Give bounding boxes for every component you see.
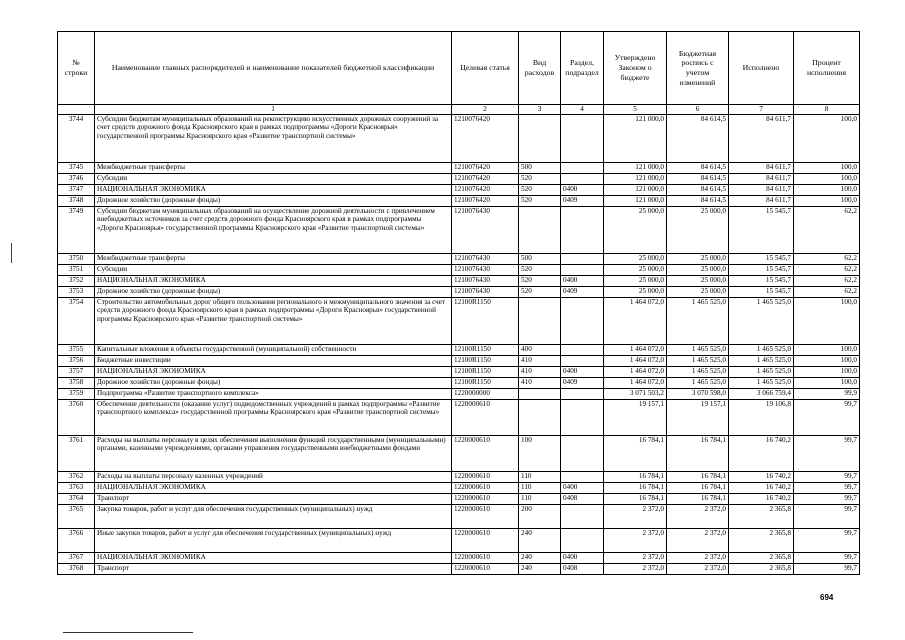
- row-expense-type: 500: [519, 163, 561, 174]
- row-budget-schedule: 19 157,1: [667, 400, 729, 436]
- table-row: [58, 185, 860, 196]
- row-number: 3762: [58, 472, 95, 483]
- header-section: Раздел, подраздел: [561, 32, 604, 105]
- row-approved: 121 000,0: [604, 185, 667, 196]
- row-percent: 99,7: [794, 472, 860, 483]
- row-target-article: 1220000610: [452, 564, 519, 575]
- row-number: 3744: [58, 115, 95, 163]
- row-budget-schedule: 84 614,5: [667, 163, 729, 174]
- row-approved: 2 372,0: [604, 553, 667, 564]
- row-budget-schedule: 84 614,5: [667, 196, 729, 207]
- header-name: Наименование главных распорядителей и наименование показателей бюджетной классификации: [95, 32, 452, 105]
- row-expense-type: 400: [519, 345, 561, 356]
- row-target-article: 12100R1150: [452, 378, 519, 389]
- budget-execution-table: [57, 31, 860, 575]
- row-budget-schedule: 16 784,1: [667, 494, 729, 505]
- row-target-article: 1210076430: [452, 287, 519, 298]
- row-executed: 15 545,7: [729, 254, 794, 265]
- row-executed: 2 365,8: [729, 505, 794, 529]
- row-name: Межбюджетные трансферты: [95, 163, 452, 174]
- column-number: 4: [561, 105, 604, 115]
- row-executed: 1 465 525,0: [729, 367, 794, 378]
- row-expense-type: 410: [519, 356, 561, 367]
- table-row: [58, 254, 860, 265]
- row-expense-type: [519, 115, 561, 163]
- row-section: [561, 472, 604, 483]
- row-name: НАЦИОНАЛЬНАЯ ЭКОНОМИКА: [95, 553, 452, 564]
- table-row: [58, 378, 860, 389]
- row-percent: 99,7: [794, 494, 860, 505]
- table-row: [58, 115, 860, 163]
- row-number: 3758: [58, 378, 95, 389]
- row-approved: 16 784,1: [604, 436, 667, 472]
- column-number: 7: [729, 105, 794, 115]
- row-percent: 62,2: [794, 276, 860, 287]
- row-budget-schedule: 2 372,0: [667, 529, 729, 553]
- row-percent: 99,7: [794, 505, 860, 529]
- footer-rule: [63, 632, 193, 633]
- row-expense-type: 410: [519, 367, 561, 378]
- table-row: [58, 436, 860, 472]
- table-row: [58, 207, 860, 254]
- row-target-article: 1210076430: [452, 276, 519, 287]
- row-executed: 84 611,7: [729, 174, 794, 185]
- row-section: 0400: [561, 276, 604, 287]
- row-expense-type: 520: [519, 196, 561, 207]
- row-executed: 84 611,7: [729, 163, 794, 174]
- row-number: 3745: [58, 163, 95, 174]
- row-approved: 1 464 072,0: [604, 367, 667, 378]
- row-expense-type: 240: [519, 553, 561, 564]
- row-number: 3754: [58, 298, 95, 345]
- row-number: 3748: [58, 196, 95, 207]
- header-row: [58, 32, 860, 105]
- row-budget-schedule: 3 070 598,0: [667, 389, 729, 400]
- row-section: 0408: [561, 494, 604, 505]
- column-number: 6: [667, 105, 729, 115]
- row-expense-type: 520: [519, 185, 561, 196]
- row-section: 0400: [561, 483, 604, 494]
- row-section: [561, 298, 604, 345]
- row-percent: 62,2: [794, 287, 860, 298]
- row-budget-schedule: 84 614,5: [667, 174, 729, 185]
- table-row: [58, 298, 860, 345]
- table-row: [58, 505, 860, 529]
- row-name: Субсидии: [95, 174, 452, 185]
- row-name: НАЦИОНАЛЬНАЯ ЭКОНОМИКА: [95, 185, 452, 196]
- row-number: 3763: [58, 483, 95, 494]
- row-name: Дорожное хозяйство (дорожные фонды): [95, 378, 452, 389]
- row-percent: 99,9: [794, 389, 860, 400]
- row-percent: 99,7: [794, 564, 860, 575]
- row-section: [561, 505, 604, 529]
- row-target-article: 1210076420: [452, 163, 519, 174]
- row-budget-schedule: 16 784,1: [667, 483, 729, 494]
- row-number: 3750: [58, 254, 95, 265]
- row-target-article: 1210076420: [452, 115, 519, 163]
- row-target-article: 1220000610: [452, 400, 519, 436]
- table-row: [58, 174, 860, 185]
- page-number: 694: [820, 593, 834, 602]
- row-budget-schedule: 1 465 525,0: [667, 378, 729, 389]
- column-number: 2: [452, 105, 519, 115]
- row-section: [561, 356, 604, 367]
- row-section: [561, 436, 604, 472]
- row-section: [561, 389, 604, 400]
- row-approved: 16 784,1: [604, 472, 667, 483]
- row-percent: 100,0: [794, 115, 860, 163]
- row-percent: 99,7: [794, 483, 860, 494]
- row-name: Расходы на выплаты персоналу казенных учреждений: [95, 472, 452, 483]
- row-target-article: 1210076430: [452, 207, 519, 254]
- column-number: 8: [794, 105, 860, 115]
- table-row: [58, 367, 860, 378]
- header-target-article: Целевая статья: [452, 32, 519, 105]
- row-target-article: 1220000610: [452, 505, 519, 529]
- column-number: 3: [519, 105, 561, 115]
- row-section: [561, 115, 604, 163]
- row-expense-type: [519, 400, 561, 436]
- table-row: [58, 494, 860, 505]
- row-name: Расходы на выплаты персоналу в целях обеспечения выполнения функций государственными (муниципальными) органами, казенными учреждениями, органами управления государственными внебюджетными фондами: [95, 436, 452, 472]
- row-section: 0409: [561, 196, 604, 207]
- row-target-article: 1210076420: [452, 185, 519, 196]
- table-row: [58, 564, 860, 575]
- row-name: Иные закупки товаров, работ и услуг для обеспечения государственных (муниципальных) нужд: [95, 529, 452, 553]
- row-executed: 16 740,2: [729, 483, 794, 494]
- row-percent: 100,0: [794, 356, 860, 367]
- row-executed: 2 365,8: [729, 529, 794, 553]
- table-row: [58, 287, 860, 298]
- row-budget-schedule: 2 372,0: [667, 553, 729, 564]
- table-row: [58, 196, 860, 207]
- row-executed: 1 465 525,0: [729, 298, 794, 345]
- row-percent: 100,0: [794, 298, 860, 345]
- row-approved: 2 372,0: [604, 529, 667, 553]
- row-budget-schedule: 25 000,0: [667, 265, 729, 276]
- row-target-article: 12100R1150: [452, 356, 519, 367]
- row-name: НАЦИОНАЛЬНАЯ ЭКОНОМИКА: [95, 276, 452, 287]
- row-executed: 2 365,8: [729, 553, 794, 564]
- row-percent: 62,2: [794, 254, 860, 265]
- header-executed: Исполнено: [729, 32, 794, 105]
- row-name: Строительство автомобильных дорог общего пользования регионального и межмуниципального значения за счет средств дорожного фонда Красноярского края в рамках подпрограммы «Дороги Красноярья» государственной программы Красноярского края «Развитие транспортной системы»: [95, 298, 452, 345]
- row-name: НАЦИОНАЛЬНАЯ ЭКОНОМИКА: [95, 483, 452, 494]
- row-budget-schedule: 1 465 525,0: [667, 298, 729, 345]
- row-name: Субсидии: [95, 265, 452, 276]
- row-target-article: 12100R1150: [452, 298, 519, 345]
- row-executed: 84 611,7: [729, 115, 794, 163]
- row-number: 3761: [58, 436, 95, 472]
- row-executed: 15 545,7: [729, 287, 794, 298]
- row-name: Транспорт: [95, 494, 452, 505]
- row-target-article: 1220000610: [452, 529, 519, 553]
- row-percent: 99,7: [794, 436, 860, 472]
- row-executed: 15 545,7: [729, 207, 794, 254]
- row-number: 3746: [58, 174, 95, 185]
- row-expense-type: 100: [519, 436, 561, 472]
- row-number: 3765: [58, 505, 95, 529]
- row-number: 3756: [58, 356, 95, 367]
- column-number: 1: [95, 105, 452, 115]
- row-executed: 15 545,7: [729, 276, 794, 287]
- row-expense-type: [519, 389, 561, 400]
- table-row: [58, 389, 860, 400]
- header-budget-schedule: Бюджетная роспись с учетом изменений: [667, 32, 729, 105]
- row-expense-type: 240: [519, 564, 561, 575]
- row-budget-schedule: 25 000,0: [667, 287, 729, 298]
- row-budget-schedule: 16 784,1: [667, 436, 729, 472]
- row-name: Дорожное хозяйство (дорожные фонды): [95, 196, 452, 207]
- row-approved: 16 784,1: [604, 483, 667, 494]
- row-section: 0400: [561, 367, 604, 378]
- row-expense-type: 200: [519, 505, 561, 529]
- row-percent: 100,0: [794, 367, 860, 378]
- row-number: 3747: [58, 185, 95, 196]
- table-row: [58, 356, 860, 367]
- table-row: [58, 472, 860, 483]
- row-executed: 16 740,2: [729, 436, 794, 472]
- row-expense-type: 520: [519, 174, 561, 185]
- row-executed: 84 611,7: [729, 185, 794, 196]
- table-row: [58, 553, 860, 564]
- header-percent: Процент исполнения: [794, 32, 860, 105]
- row-approved: 2 372,0: [604, 564, 667, 575]
- header-expense-type: Вид расходов: [519, 32, 561, 105]
- row-expense-type: 110: [519, 483, 561, 494]
- row-section: [561, 174, 604, 185]
- row-percent: 99,7: [794, 553, 860, 564]
- row-budget-schedule: 84 614,5: [667, 115, 729, 163]
- row-target-article: 1210076430: [452, 265, 519, 276]
- header-row-number: № строки: [58, 32, 95, 105]
- row-section: 0409: [561, 287, 604, 298]
- row-name: Дорожное хозяйство (дорожные фонды): [95, 287, 452, 298]
- row-approved: 1 464 072,0: [604, 345, 667, 356]
- row-approved: 121 000,0: [604, 196, 667, 207]
- table-row: [58, 483, 860, 494]
- row-executed: 84 611,7: [729, 196, 794, 207]
- row-percent: 99,7: [794, 400, 860, 436]
- row-expense-type: [519, 207, 561, 254]
- row-number: 3757: [58, 367, 95, 378]
- row-number: 3753: [58, 287, 95, 298]
- row-approved: 25 000,0: [604, 207, 667, 254]
- row-target-article: 12100R1150: [452, 367, 519, 378]
- row-executed: 1 465 525,0: [729, 356, 794, 367]
- row-section: [561, 529, 604, 553]
- row-approved: 25 000,0: [604, 276, 667, 287]
- row-name: Обеспечение деятельности (оказание услуг) подведомственных учреждений в рамках подпрограммы «Развитие транспортного комплекса» государственной программы Красноярского края «Развитие транспортной системы»: [95, 400, 452, 436]
- row-target-article: 1220000000: [452, 389, 519, 400]
- row-section: [561, 265, 604, 276]
- row-executed: 1 465 525,0: [729, 345, 794, 356]
- row-target-article: 1210076420: [452, 196, 519, 207]
- row-expense-type: 110: [519, 472, 561, 483]
- row-name: Субсидии бюджетам муниципальных образований на реконструкцию искусственных дорожных сооружений за счет средств дорожного фонда Красноярского края в рамках подпрограммы «Дороги Красноярья» государственной программы Красноярского края «Развитие транспортной системы»: [95, 115, 452, 163]
- row-executed: 15 545,7: [729, 265, 794, 276]
- row-section: [561, 163, 604, 174]
- row-target-article: 12100R1150: [452, 345, 519, 356]
- row-target-article: 1220000610: [452, 436, 519, 472]
- row-number: 3759: [58, 389, 95, 400]
- row-approved: 25 000,0: [604, 287, 667, 298]
- row-budget-schedule: 25 000,0: [667, 207, 729, 254]
- table-row: [58, 163, 860, 174]
- row-name: Подпрограмма «Развитие транспортного комплекса»: [95, 389, 452, 400]
- row-section: [561, 400, 604, 436]
- row-approved: 121 000,0: [604, 163, 667, 174]
- row-number: 3755: [58, 345, 95, 356]
- row-executed: 16 740,2: [729, 472, 794, 483]
- row-target-article: 1210076430: [452, 254, 519, 265]
- row-budget-schedule: 1 465 525,0: [667, 345, 729, 356]
- row-executed: 3 066 759,4: [729, 389, 794, 400]
- row-section: [561, 207, 604, 254]
- row-target-article: 1220000610: [452, 494, 519, 505]
- row-approved: 16 784,1: [604, 494, 667, 505]
- row-percent: 100,0: [794, 345, 860, 356]
- row-percent: 100,0: [794, 174, 860, 185]
- row-executed: 1 465 525,0: [729, 378, 794, 389]
- row-executed: 16 740,2: [729, 494, 794, 505]
- row-approved: 19 157,1: [604, 400, 667, 436]
- row-name: Транспорт: [95, 564, 452, 575]
- row-percent: 100,0: [794, 185, 860, 196]
- row-expense-type: 410: [519, 378, 561, 389]
- header-approved: Утверждено Законом о бюджете: [604, 32, 667, 105]
- row-name: Межбюджетные трансферты: [95, 254, 452, 265]
- row-percent: 100,0: [794, 163, 860, 174]
- column-number: 5: [604, 105, 667, 115]
- row-expense-type: 240: [519, 529, 561, 553]
- row-expense-type: 520: [519, 265, 561, 276]
- row-approved: 1 464 072,0: [604, 356, 667, 367]
- row-number: 3768: [58, 564, 95, 575]
- row-approved: 1 464 072,0: [604, 378, 667, 389]
- row-number: 3764: [58, 494, 95, 505]
- column-number: [58, 105, 95, 115]
- table-row: [58, 400, 860, 436]
- row-approved: 121 000,0: [604, 174, 667, 185]
- row-target-article: 1210076420: [452, 174, 519, 185]
- row-expense-type: 110: [519, 494, 561, 505]
- row-number: 3752: [58, 276, 95, 287]
- margin-mark: [11, 243, 12, 263]
- row-approved: 25 000,0: [604, 254, 667, 265]
- row-expense-type: 520: [519, 287, 561, 298]
- row-budget-schedule: 25 000,0: [667, 276, 729, 287]
- row-expense-type: [519, 298, 561, 345]
- table-row: [58, 345, 860, 356]
- row-approved: 25 000,0: [604, 265, 667, 276]
- row-budget-schedule: 25 000,0: [667, 254, 729, 265]
- row-section: 0409: [561, 378, 604, 389]
- row-expense-type: 520: [519, 276, 561, 287]
- table-row: [58, 265, 860, 276]
- row-number: 3767: [58, 553, 95, 564]
- row-percent: 100,0: [794, 378, 860, 389]
- row-section: 0400: [561, 185, 604, 196]
- row-approved: 1 464 072,0: [604, 298, 667, 345]
- row-name: Капитальные вложения в объекты государственной (муниципальной) собственности: [95, 345, 452, 356]
- row-executed: 19 106,8: [729, 400, 794, 436]
- row-expense-type: 500: [519, 254, 561, 265]
- row-approved: 121 000,0: [604, 115, 667, 163]
- row-approved: 2 372,0: [604, 505, 667, 529]
- row-section: 0400: [561, 553, 604, 564]
- row-approved: 3 071 503,2: [604, 389, 667, 400]
- row-number: 3766: [58, 529, 95, 553]
- row-budget-schedule: 1 465 525,0: [667, 356, 729, 367]
- row-section: [561, 254, 604, 265]
- row-percent: 100,0: [794, 196, 860, 207]
- row-budget-schedule: 84 614,5: [667, 185, 729, 196]
- row-executed: 2 365,8: [729, 564, 794, 575]
- row-budget-schedule: 16 784,1: [667, 472, 729, 483]
- row-budget-schedule: 2 372,0: [667, 564, 729, 575]
- table-row: [58, 529, 860, 553]
- row-target-article: 1220000610: [452, 472, 519, 483]
- column-number-row: [58, 105, 860, 115]
- row-number: 3760: [58, 400, 95, 436]
- row-budget-schedule: 2 372,0: [667, 505, 729, 529]
- row-target-article: 1220000610: [452, 553, 519, 564]
- row-percent: 99,7: [794, 529, 860, 553]
- row-percent: 62,2: [794, 265, 860, 276]
- row-section: [561, 345, 604, 356]
- row-name: НАЦИОНАЛЬНАЯ ЭКОНОМИКА: [95, 367, 452, 378]
- row-name: Бюджетные инвестиции: [95, 356, 452, 367]
- row-number: 3749: [58, 207, 95, 254]
- row-budget-schedule: 1 465 525,0: [667, 367, 729, 378]
- row-name: Закупка товаров, работ и услуг для обеспечения государственных (муниципальных) нужд: [95, 505, 452, 529]
- row-section: 0408: [561, 564, 604, 575]
- row-name: Субсидии бюджетам муниципальных образований на осуществление дорожной деятельности с привлечением внебюджетных источников за счет средств дорожного фонда Красноярского края в рамках подпрограммы «Дороги Красноярья» государственной программы Красноярского края «Развитие транспортной системы»: [95, 207, 452, 254]
- table-row: [58, 276, 860, 287]
- row-percent: 62,2: [794, 207, 860, 254]
- row-target-article: 1220000610: [452, 483, 519, 494]
- row-number: 3751: [58, 265, 95, 276]
